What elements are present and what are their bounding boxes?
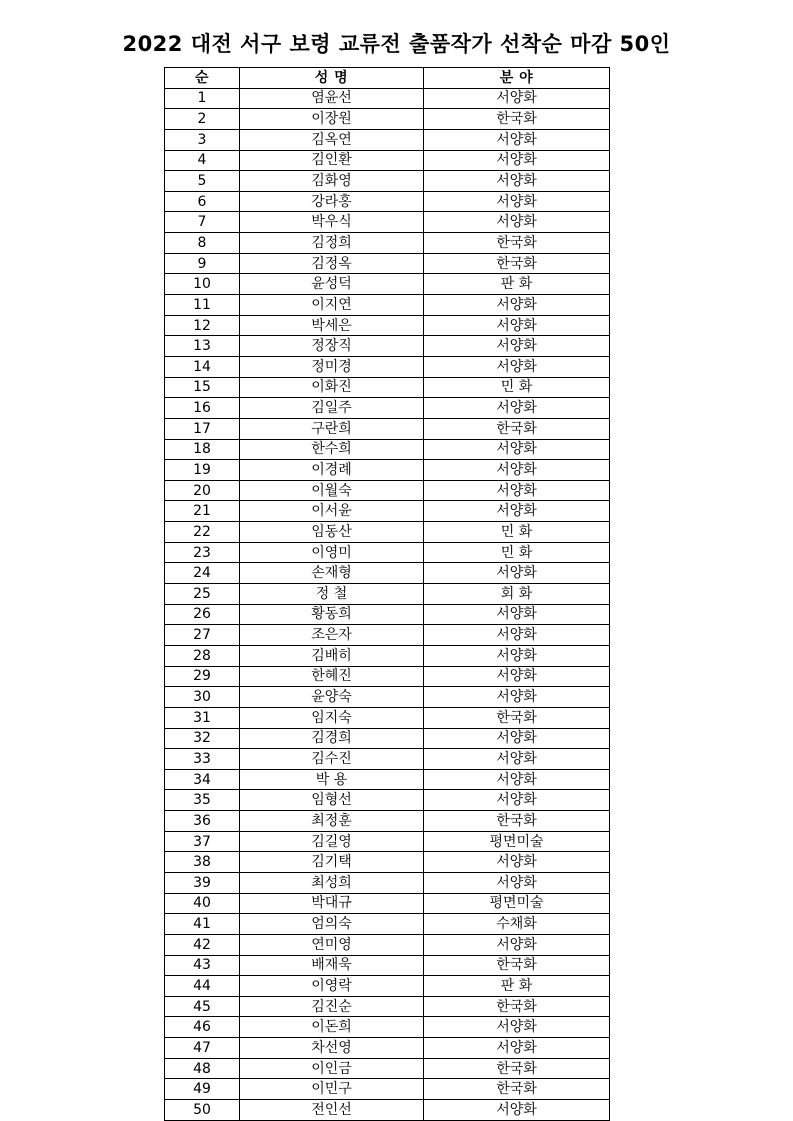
row-number: 44 [165,976,240,997]
art-field: 한국화 [424,996,610,1017]
art-field: 서양화 [424,171,610,192]
table-header [165,68,610,89]
table-row [165,274,610,295]
art-field: 서양화 [424,398,610,419]
art-field: 서양화 [424,212,610,233]
artist-name: 전인선 [240,1100,424,1121]
artist-name: 이서윤 [240,501,424,522]
row-number: 38 [165,852,240,873]
artist-name: 황동희 [240,604,424,625]
artist-name: 조은자 [240,625,424,646]
row-number: 19 [165,460,240,481]
row-number: 26 [165,604,240,625]
row-number: 17 [165,418,240,439]
table-row [165,171,610,192]
table-row [165,645,610,666]
row-number: 39 [165,872,240,893]
art-field: 판 화 [424,976,610,997]
art-field: 한국화 [424,418,610,439]
table-row [165,852,610,873]
row-number: 28 [165,645,240,666]
table-row [165,1017,610,1038]
artist-name: 이경례 [240,460,424,481]
table-row [165,811,610,832]
table-row [165,377,610,398]
artist-name: 배재욱 [240,955,424,976]
art-field: 서양화 [424,625,610,646]
artist-name: 김일주 [240,398,424,419]
artist-name: 김배히 [240,645,424,666]
row-number: 11 [165,295,240,316]
row-number: 41 [165,914,240,935]
table-row [165,1079,610,1100]
artist-name: 강라홍 [240,191,424,212]
art-field: 판 화 [424,274,610,295]
row-number: 9 [165,253,240,274]
row-number: 7 [165,212,240,233]
artist-name: 이민구 [240,1079,424,1100]
table-row [165,914,610,935]
art-field: 한국화 [424,955,610,976]
art-field: 서양화 [424,666,610,687]
art-field: 민 화 [424,377,610,398]
artist-name: 김진순 [240,996,424,1017]
art-field: 서양화 [424,1017,610,1038]
artist-name: 이장원 [240,109,424,130]
row-number: 14 [165,356,240,377]
art-field: 서양화 [424,1100,610,1121]
table-row [165,872,610,893]
artist-name: 엄의숙 [240,914,424,935]
art-field: 평면미술 [424,831,610,852]
row-number: 46 [165,1017,240,1038]
art-field: 서양화 [424,460,610,481]
row-number: 23 [165,542,240,563]
artist-name: 최성희 [240,872,424,893]
art-field: 서양화 [424,336,610,357]
art-field: 서양화 [424,852,610,873]
row-number: 13 [165,336,240,357]
row-number: 1 [165,88,240,109]
art-field: 서양화 [424,872,610,893]
artist-name: 이영미 [240,542,424,563]
artist-name: 임형선 [240,790,424,811]
table-row [165,934,610,955]
art-field: 서양화 [424,563,610,584]
artist-name: 임지숙 [240,707,424,728]
table-row [165,150,610,171]
table-row [165,233,610,254]
artist-name: 이화진 [240,377,424,398]
table-row [165,418,610,439]
artist-name: 차선영 [240,1038,424,1059]
row-number: 4 [165,150,240,171]
art-field: 한국화 [424,233,610,254]
row-number: 32 [165,728,240,749]
row-number: 30 [165,687,240,708]
art-field: 서양화 [424,1038,610,1059]
art-field: 평면미술 [424,893,610,914]
art-field: 수채화 [424,914,610,935]
art-field: 서양화 [424,687,610,708]
table-row [165,109,610,130]
artist-name: 김정옥 [240,253,424,274]
artist-name: 연미영 [240,934,424,955]
art-field: 서양화 [424,439,610,460]
artist-name: 최정훈 [240,811,424,832]
row-number: 20 [165,480,240,501]
artist-name: 이월숙 [240,480,424,501]
row-number: 40 [165,893,240,914]
row-number: 15 [165,377,240,398]
art-field: 서양화 [424,501,610,522]
artist-name: 김화영 [240,171,424,192]
artist-name: 김옥연 [240,129,424,150]
artist-name: 김인환 [240,150,424,171]
art-field: 서양화 [424,129,610,150]
row-number: 36 [165,811,240,832]
table-row [165,315,610,336]
art-field: 한국화 [424,1079,610,1100]
artist-name: 한수희 [240,439,424,460]
row-number: 24 [165,563,240,584]
row-number: 48 [165,1058,240,1079]
artist-name: 염윤선 [240,88,424,109]
art-field: 서양화 [424,604,610,625]
row-number: 25 [165,584,240,605]
table-row [165,996,610,1017]
header-name: 성 명 [240,68,424,89]
table-row [165,212,610,233]
row-number: 8 [165,233,240,254]
artist-name: 윤양숙 [240,687,424,708]
artist-name: 정미경 [240,356,424,377]
table-row [165,542,610,563]
row-number: 35 [165,790,240,811]
page-title: 2022 대전 서구 보령 교류전 출품작가 선착순 마감 50인 [122,32,671,56]
artist-name: 박대규 [240,893,424,914]
artist-name: 정장직 [240,336,424,357]
art-field: 서양화 [424,150,610,171]
table-body [165,88,610,1120]
artist-name: 정 철 [240,584,424,605]
row-number: 3 [165,129,240,150]
table-row [165,295,610,316]
artist-name: 이영락 [240,976,424,997]
row-number: 45 [165,996,240,1017]
table-row [165,728,610,749]
row-number: 49 [165,1079,240,1100]
table-row [165,790,610,811]
art-field: 서양화 [424,645,610,666]
table-row [165,480,610,501]
row-number: 10 [165,274,240,295]
artist-name: 김기택 [240,852,424,873]
art-field: 회 화 [424,584,610,605]
artist-name: 손재형 [240,563,424,584]
table-row [165,1100,610,1121]
header-row [165,68,610,89]
artist-name: 이인금 [240,1058,424,1079]
header-field: 분 야 [424,68,610,89]
table-row [165,253,610,274]
table-row [165,666,610,687]
artist-name: 박 용 [240,769,424,790]
artist-name: 박세은 [240,315,424,336]
row-number: 42 [165,934,240,955]
table-row [165,749,610,770]
artist-name: 김정희 [240,233,424,254]
table-row [165,625,610,646]
art-field: 서양화 [424,790,610,811]
row-number: 6 [165,191,240,212]
row-number: 2 [165,109,240,130]
row-number: 43 [165,955,240,976]
table-row [165,1058,610,1079]
row-number: 31 [165,707,240,728]
table-row [165,191,610,212]
art-field: 서양화 [424,191,610,212]
art-field: 서양화 [424,934,610,955]
row-number: 12 [165,315,240,336]
art-field: 서양화 [424,769,610,790]
artist-name: 김수진 [240,749,424,770]
table-row [165,522,610,543]
artist-name: 구란희 [240,418,424,439]
art-field: 서양화 [424,88,610,109]
artist-name: 김길영 [240,831,424,852]
art-field: 한국화 [424,811,610,832]
table-row [165,604,610,625]
art-field: 서양화 [424,749,610,770]
row-number: 22 [165,522,240,543]
artist-name: 박우식 [240,212,424,233]
table-row [165,687,610,708]
table-row [165,976,610,997]
row-number: 37 [165,831,240,852]
table-row [165,129,610,150]
table-row [165,955,610,976]
artist-name: 윤성덕 [240,274,424,295]
art-field: 민 화 [424,522,610,543]
table-row [165,707,610,728]
art-field: 서양화 [424,728,610,749]
art-field: 한국화 [424,109,610,130]
art-field: 서양화 [424,295,610,316]
table-row [165,398,610,419]
row-number: 18 [165,439,240,460]
art-field: 민 화 [424,542,610,563]
table-row [165,460,610,481]
row-number: 50 [165,1100,240,1121]
table-row [165,584,610,605]
table-row [165,1038,610,1059]
artist-table [164,67,610,1121]
table-row [165,831,610,852]
table-row [165,439,610,460]
table-row [165,501,610,522]
row-number: 29 [165,666,240,687]
art-field: 한국화 [424,707,610,728]
table-row [165,336,610,357]
row-number: 33 [165,749,240,770]
artist-name: 이지연 [240,295,424,316]
table-row [165,356,610,377]
row-number: 47 [165,1038,240,1059]
artist-name: 임동산 [240,522,424,543]
row-number: 27 [165,625,240,646]
row-number: 5 [165,171,240,192]
row-number: 16 [165,398,240,419]
header-no: 순 [165,68,240,89]
table-row [165,893,610,914]
art-field: 서양화 [424,356,610,377]
art-field: 한국화 [424,1058,610,1079]
artist-name: 김경희 [240,728,424,749]
art-field: 서양화 [424,315,610,336]
table-row [165,88,610,109]
artist-name: 한혜진 [240,666,424,687]
table-row [165,769,610,790]
row-number: 34 [165,769,240,790]
artist-name: 이돈희 [240,1017,424,1038]
table-row [165,563,610,584]
row-number: 21 [165,501,240,522]
art-field: 한국화 [424,253,610,274]
art-field: 서양화 [424,480,610,501]
